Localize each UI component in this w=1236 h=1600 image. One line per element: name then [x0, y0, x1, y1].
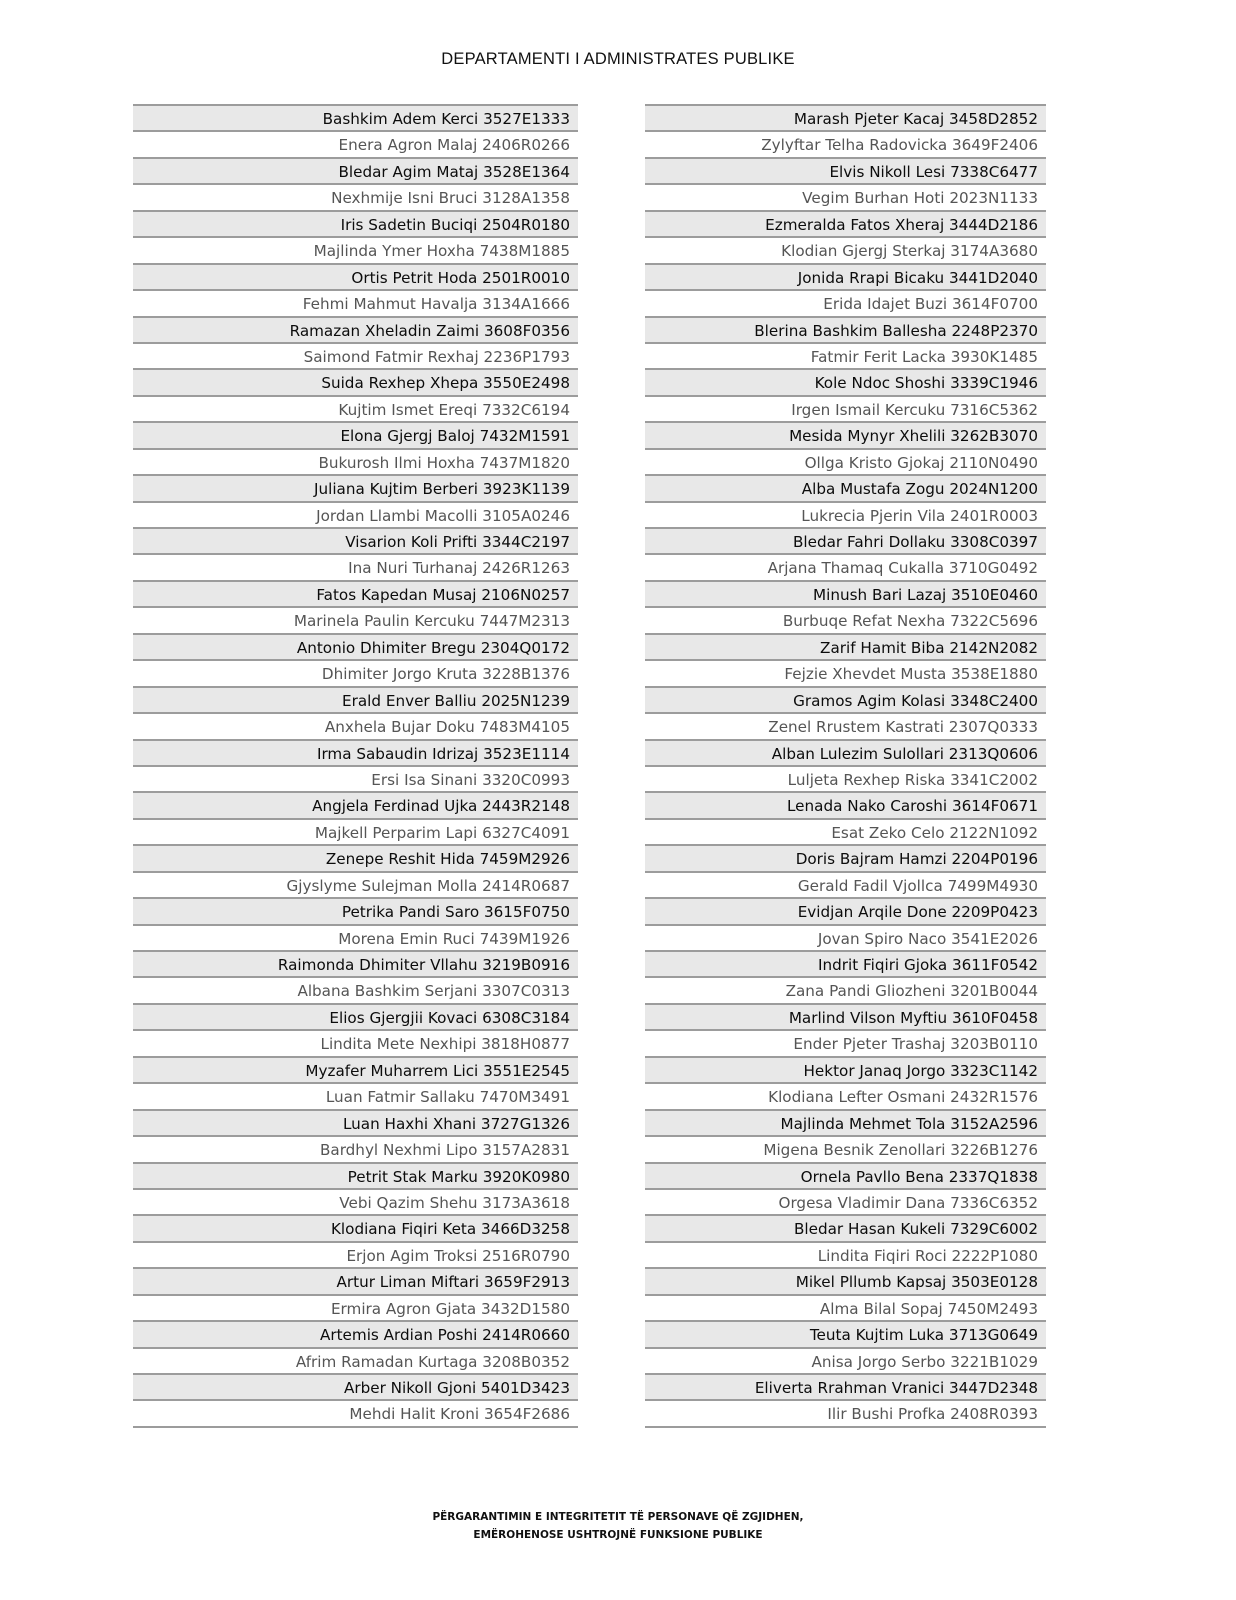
name-entry: Erjon Agim Troksi 2516R0790 — [133, 1241, 578, 1267]
name-entry: Ezmeralda Fatos Xheraj 3444D2186 — [645, 210, 1046, 236]
name-entry: Marash Pjeter Kacaj 3458D2852 — [645, 104, 1046, 130]
names-column-right — [645, 104, 1046, 1428]
name-entry: Ramazan Xheladin Zaimi 3608F0356 — [133, 316, 578, 342]
name-entry: Zenepe Reshit Hida 7459M2926 — [133, 844, 578, 870]
name-entry: Luljeta Rexhep Riska 3341C2002 — [645, 765, 1046, 791]
name-entry: Alma Bilal Sopaj 7450M2493 — [645, 1294, 1046, 1320]
name-entry: Elios Gjergjii Kovaci 6308C3184 — [133, 1003, 578, 1029]
column-bottom-rule — [645, 1426, 1046, 1428]
name-entry: Zylyftar Telha Radovicka 3649F2406 — [645, 130, 1046, 156]
name-entry: Artur Liman Miftari 3659F2913 — [133, 1267, 578, 1293]
name-entry: Teuta Kujtim Luka 3713G0649 — [645, 1320, 1046, 1346]
name-entry: Vebi Qazim Shehu 3173A3618 — [133, 1188, 578, 1214]
name-entry: Ornela Pavllo Bena 2337Q1838 — [645, 1162, 1046, 1188]
name-entry: Mikel Pllumb Kapsaj 3503E0128 — [645, 1267, 1046, 1293]
name-entry: Bardhyl Nexhmi Lipo 3157A2831 — [133, 1135, 578, 1161]
name-entry: Afrim Ramadan Kurtaga 3208B0352 — [133, 1347, 578, 1373]
names-column-left — [133, 104, 578, 1428]
name-entry: Burbuqe Refat Nexha 7322C5696 — [645, 606, 1046, 632]
name-entry: Indrit Fiqiri Gjoka 3611F0542 — [645, 950, 1046, 976]
name-entry: Ollga Kristo Gjokaj 2110N0490 — [645, 448, 1046, 474]
name-entry: Mehdi Halit Kroni 3654F2686 — [133, 1399, 578, 1425]
footer-line-2: EMËROHENOSE USHTROJNË FUNKSIONE PUBLIKE — [473, 1529, 763, 1541]
name-entry: Anisa Jorgo Serbo 3221B1029 — [645, 1347, 1046, 1373]
name-entry: Erald Enver Balliu 2025N1239 — [133, 686, 578, 712]
name-entry: Antonio Dhimiter Bregu 2304Q0172 — [133, 633, 578, 659]
name-entry: Klodiana Fiqiri Keta 3466D3258 — [133, 1214, 578, 1240]
name-entry: Esat Zeko Celo 2122N1092 — [645, 818, 1046, 844]
name-entry: Ina Nuri Turhanaj 2426R1263 — [133, 553, 578, 579]
name-entry: Gjyslyme Sulejman Molla 2414R0687 — [133, 871, 578, 897]
name-entry: Iris Sadetin Buciqi 2504R0180 — [133, 210, 578, 236]
name-entry: Majkell Perparim Lapi 6327C4091 — [133, 818, 578, 844]
name-entry: Petrit Stak Marku 3920K0980 — [133, 1162, 578, 1188]
name-entry: Majlinda Mehmet Tola 3152A2596 — [645, 1109, 1046, 1135]
name-entry: Ender Pjeter Trashaj 3203B0110 — [645, 1029, 1046, 1055]
name-entry: Luan Fatmir Sallaku 7470M3491 — [133, 1082, 578, 1108]
name-entry: Gramos Agim Kolasi 3348C2400 — [645, 686, 1046, 712]
name-entry: Artemis Ardian Poshi 2414R0660 — [133, 1320, 578, 1346]
name-entry: Hektor Janaq Jorgo 3323C1142 — [645, 1056, 1046, 1082]
name-entry: Saimond Fatmir Rexhaj 2236P1793 — [133, 342, 578, 368]
name-entry: Minush Bari Lazaj 3510E0460 — [645, 580, 1046, 606]
name-entry: Visarion Koli Prifti 3344C2197 — [133, 527, 578, 553]
name-entry: Fatmir Ferit Lacka 3930K1485 — [645, 342, 1046, 368]
name-entry: Anxhela Bujar Doku 7483M4105 — [133, 712, 578, 738]
name-entry: Arjana Thamaq Cukalla 3710G0492 — [645, 553, 1046, 579]
name-entry: Suida Rexhep Xhepa 3550E2498 — [133, 368, 578, 394]
name-entry: Eliverta Rrahman Vranici 3447D2348 — [645, 1373, 1046, 1399]
name-entry: Angjela Ferdinad Ujka 2443R2148 — [133, 791, 578, 817]
name-entry: Migena Besnik Zenollari 3226B1276 — [645, 1135, 1046, 1161]
name-entry: Orgesa Vladimir Dana 7336C6352 — [645, 1188, 1046, 1214]
name-entry: Fejzie Xhevdet Musta 3538E1880 — [645, 659, 1046, 685]
name-entry: Nexhmije Isni Bruci 3128A1358 — [133, 183, 578, 209]
name-entry: Zenel Rrustem Kastrati 2307Q0333 — [645, 712, 1046, 738]
name-entry: Ortis Petrit Hoda 2501R0010 — [133, 263, 578, 289]
name-entry: Kole Ndoc Shoshi 3339C1946 — [645, 368, 1046, 394]
name-entry: Vegim Burhan Hoti 2023N1133 — [645, 183, 1046, 209]
name-entry: Irgen Ismail Kercuku 7316C5362 — [645, 395, 1046, 421]
name-entry: Bledar Agim Mataj 3528E1364 — [133, 157, 578, 183]
name-entry: Lindita Fiqiri Roci 2222P1080 — [645, 1241, 1046, 1267]
name-entry: Albana Bashkim Serjani 3307C0313 — [133, 976, 578, 1002]
name-entry: Bashkim Adem Kerci 3527E1333 — [133, 104, 578, 130]
name-entry: Arber Nikoll Gjoni 5401D3423 — [133, 1373, 578, 1399]
name-entry: Evidjan Arqile Done 2209P0423 — [645, 897, 1046, 923]
name-entry: Myzafer Muharrem Lici 3551E2545 — [133, 1056, 578, 1082]
name-entry: Zana Pandi Gliozheni 3201B0044 — [645, 976, 1046, 1002]
name-entry: Lukrecia Pjerin Vila 2401R0003 — [645, 501, 1046, 527]
name-entry: Jovan Spiro Naco 3541E2026 — [645, 924, 1046, 950]
name-entry: Klodiana Lefter Osmani 2432R1576 — [645, 1082, 1046, 1108]
name-entry: Bledar Fahri Dollaku 3308C0397 — [645, 527, 1046, 553]
name-entry: Lenada Nako Caroshi 3614F0671 — [645, 791, 1046, 817]
name-entry: Doris Bajram Hamzi 2204P0196 — [645, 844, 1046, 870]
name-entry: Blerina Bashkim Ballesha 2248P2370 — [645, 316, 1046, 342]
name-entry: Luan Haxhi Xhani 3727G1326 — [133, 1109, 578, 1135]
name-entry: Irma Sabaudin Idrizaj 3523E1114 — [133, 739, 578, 765]
name-entry: Gerald Fadil Vjollca 7499M4930 — [645, 871, 1046, 897]
name-entry: Dhimiter Jorgo Kruta 3228B1376 — [133, 659, 578, 685]
footer — [0, 1508, 1236, 1544]
column-bottom-rule — [133, 1426, 578, 1428]
name-entry: Ilir Bushi Profka 2408R0393 — [645, 1399, 1046, 1425]
name-entry: Zarif Hamit Biba 2142N2082 — [645, 633, 1046, 659]
name-entry: Raimonda Dhimiter Vllahu 3219B0916 — [133, 950, 578, 976]
name-entry: Klodian Gjergj Sterkaj 3174A3680 — [645, 236, 1046, 262]
name-entry: Alba Mustafa Zogu 2024N1200 — [645, 474, 1046, 500]
name-entry: Enera Agron Malaj 2406R0266 — [133, 130, 578, 156]
name-entry: Morena Emin Ruci 7439M1926 — [133, 924, 578, 950]
name-entry: Ermira Agron Gjata 3432D1580 — [133, 1294, 578, 1320]
name-entry: Jordan Llambi Macolli 3105A0246 — [133, 501, 578, 527]
name-entry: Marlind Vilson Myftiu 3610F0458 — [645, 1003, 1046, 1029]
name-entry: Marinela Paulin Kercuku 7447M2313 — [133, 606, 578, 632]
name-entry: Fehmi Mahmut Havalja 3134A1666 — [133, 289, 578, 315]
name-entry: Bukurosh Ilmi Hoxha 7437M1820 — [133, 448, 578, 474]
name-entry: Elona Gjergj Baloj 7432M1591 — [133, 421, 578, 447]
name-entry: Petrika Pandi Saro 3615F0750 — [133, 897, 578, 923]
name-entry: Bledar Hasan Kukeli 7329C6002 — [645, 1214, 1046, 1240]
name-entry: Lindita Mete Nexhipi 3818H0877 — [133, 1029, 578, 1055]
name-entry: Jonida Rrapi Bicaku 3441D2040 — [645, 263, 1046, 289]
name-entry: Erida Idajet Buzi 3614F0700 — [645, 289, 1046, 315]
name-entry: Ersi Isa Sinani 3320C0993 — [133, 765, 578, 791]
name-entry: Juliana Kujtim Berberi 3923K1139 — [133, 474, 578, 500]
name-entry: Mesida Mynyr Xhelili 3262B3070 — [645, 421, 1046, 447]
page-title: DEPARTAMENTI I ADMINISTRATES PUBLIKE — [441, 50, 795, 68]
name-entry: Fatos Kapedan Musaj 2106N0257 — [133, 580, 578, 606]
name-entry: Kujtim Ismet Ereqi 7332C6194 — [133, 395, 578, 421]
footer-line-1: PËRGARANTIMIN E INTEGRITETIT TË PERSONAVE QË ZGJIDHEN, — [432, 1511, 804, 1523]
name-entry: Alban Lulezim Sulollari 2313Q0606 — [645, 739, 1046, 765]
name-entry: Elvis Nikoll Lesi 7338C6477 — [645, 157, 1046, 183]
name-entry: Majlinda Ymer Hoxha 7438M1885 — [133, 236, 578, 262]
